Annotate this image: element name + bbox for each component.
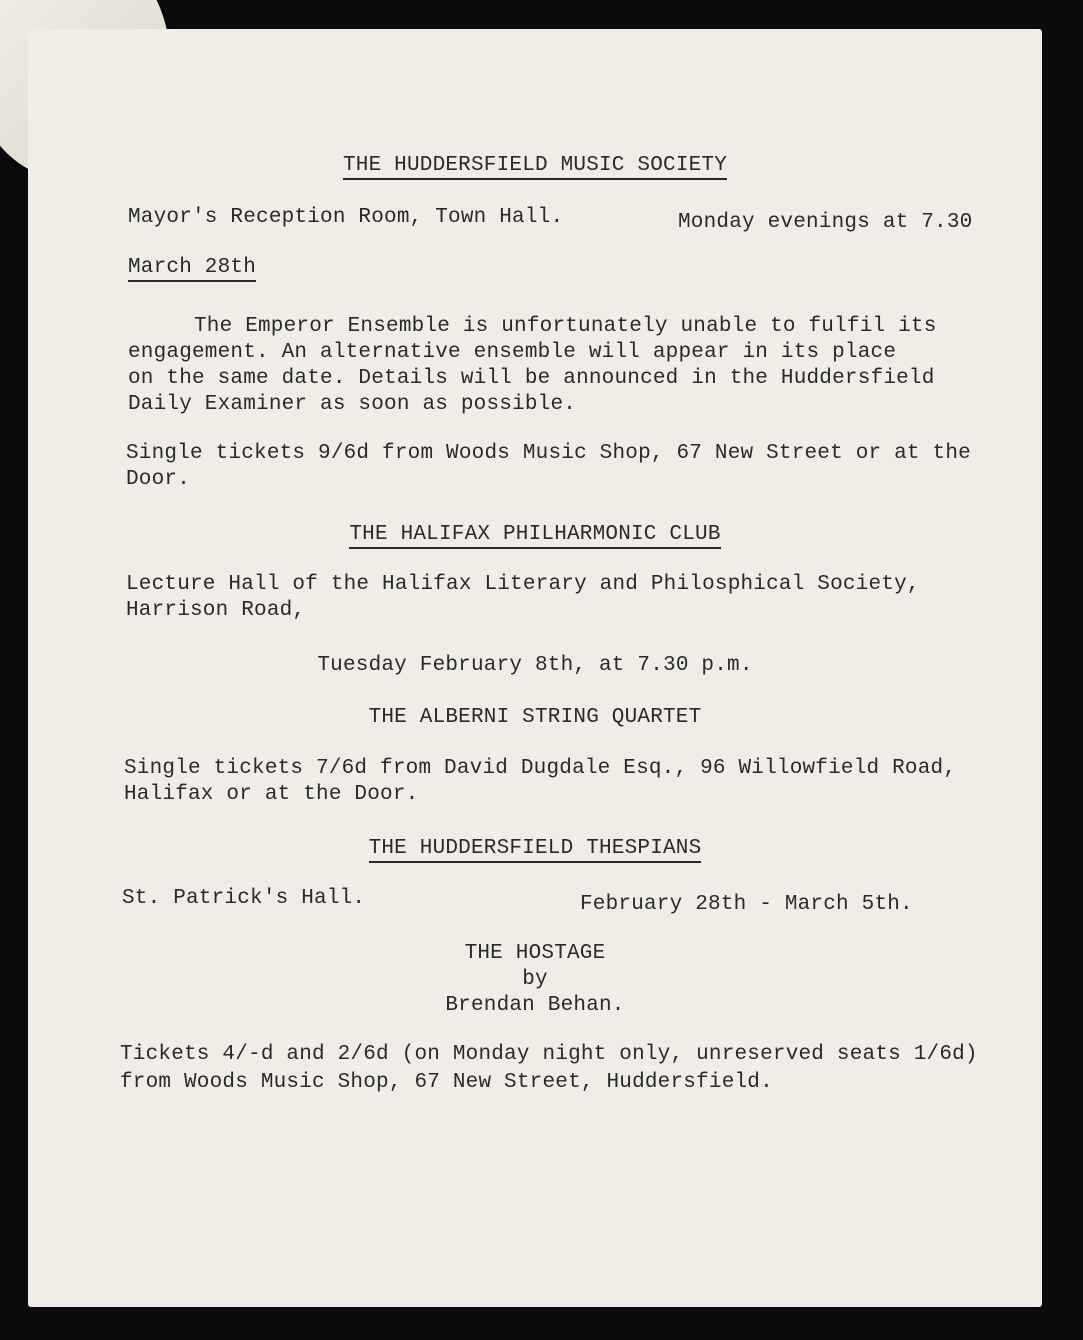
notice-line: Daily Examiner as soon as possible. <box>128 393 577 416</box>
philharmonic-venue-line: Harrison Road, <box>126 599 306 622</box>
notice-line: on the same date. Details will be announced in the Huddersfield <box>128 367 935 390</box>
thespians-venue: St. Patrick's Hall. <box>122 887 366 910</box>
play-author: Brendan Behan. <box>445 994 625 1017</box>
notice-line: engagement. An alternative ensemble will appear in its place <box>128 341 897 364</box>
tickets-line: Single tickets 9/6d from Woods Music Shop, 67 New Street or at the <box>126 442 971 465</box>
tickets-line: Halifax or at the Door. <box>124 783 419 806</box>
tickets-line: from Woods Music Shop, 67 New Street, Huddersfield. <box>120 1071 773 1094</box>
document-page <box>28 29 1042 1307</box>
section-heading-music-society: THE HUDDERSFIELD MUSIC SOCIETY <box>28 153 1042 179</box>
music-society-time: Monday evenings at 7.30 <box>678 211 973 234</box>
play-by: by <box>522 968 548 991</box>
thespians-dates: February 28th - March 5th. <box>580 893 913 916</box>
play-title: THE HOSTAGE <box>464 942 606 965</box>
philharmonic-venue-line: Lecture Hall of the Halifax Literary and Philosphical Society, <box>126 573 920 596</box>
philharmonic-datetime: Tuesday February 8th, at 7.30 p.m. <box>317 654 753 677</box>
music-society-venue: Mayor's Reception Room, Town Hall. <box>128 206 564 229</box>
tickets-line: Tickets 4/-d and 2/6d (on Monday night only, unreserved seats 1/6d) <box>120 1043 978 1066</box>
music-society-date: March 28th <box>128 255 256 281</box>
section-heading-philharmonic-club: THE HALIFAX PHILHARMONIC CLUB <box>28 522 1042 548</box>
notice-line: The Emperor Ensemble is unfortunately unable to fulfil its <box>194 315 937 338</box>
section-heading-thespians: THE HUDDERSFIELD THESPIANS <box>28 836 1042 862</box>
tickets-line: Door. <box>126 468 191 491</box>
tickets-line: Single tickets 7/6d from David Dugdale Esq., 96 Willowfield Road, <box>124 757 957 780</box>
philharmonic-performer: THE ALBERNI STRING QUARTET <box>368 706 702 729</box>
